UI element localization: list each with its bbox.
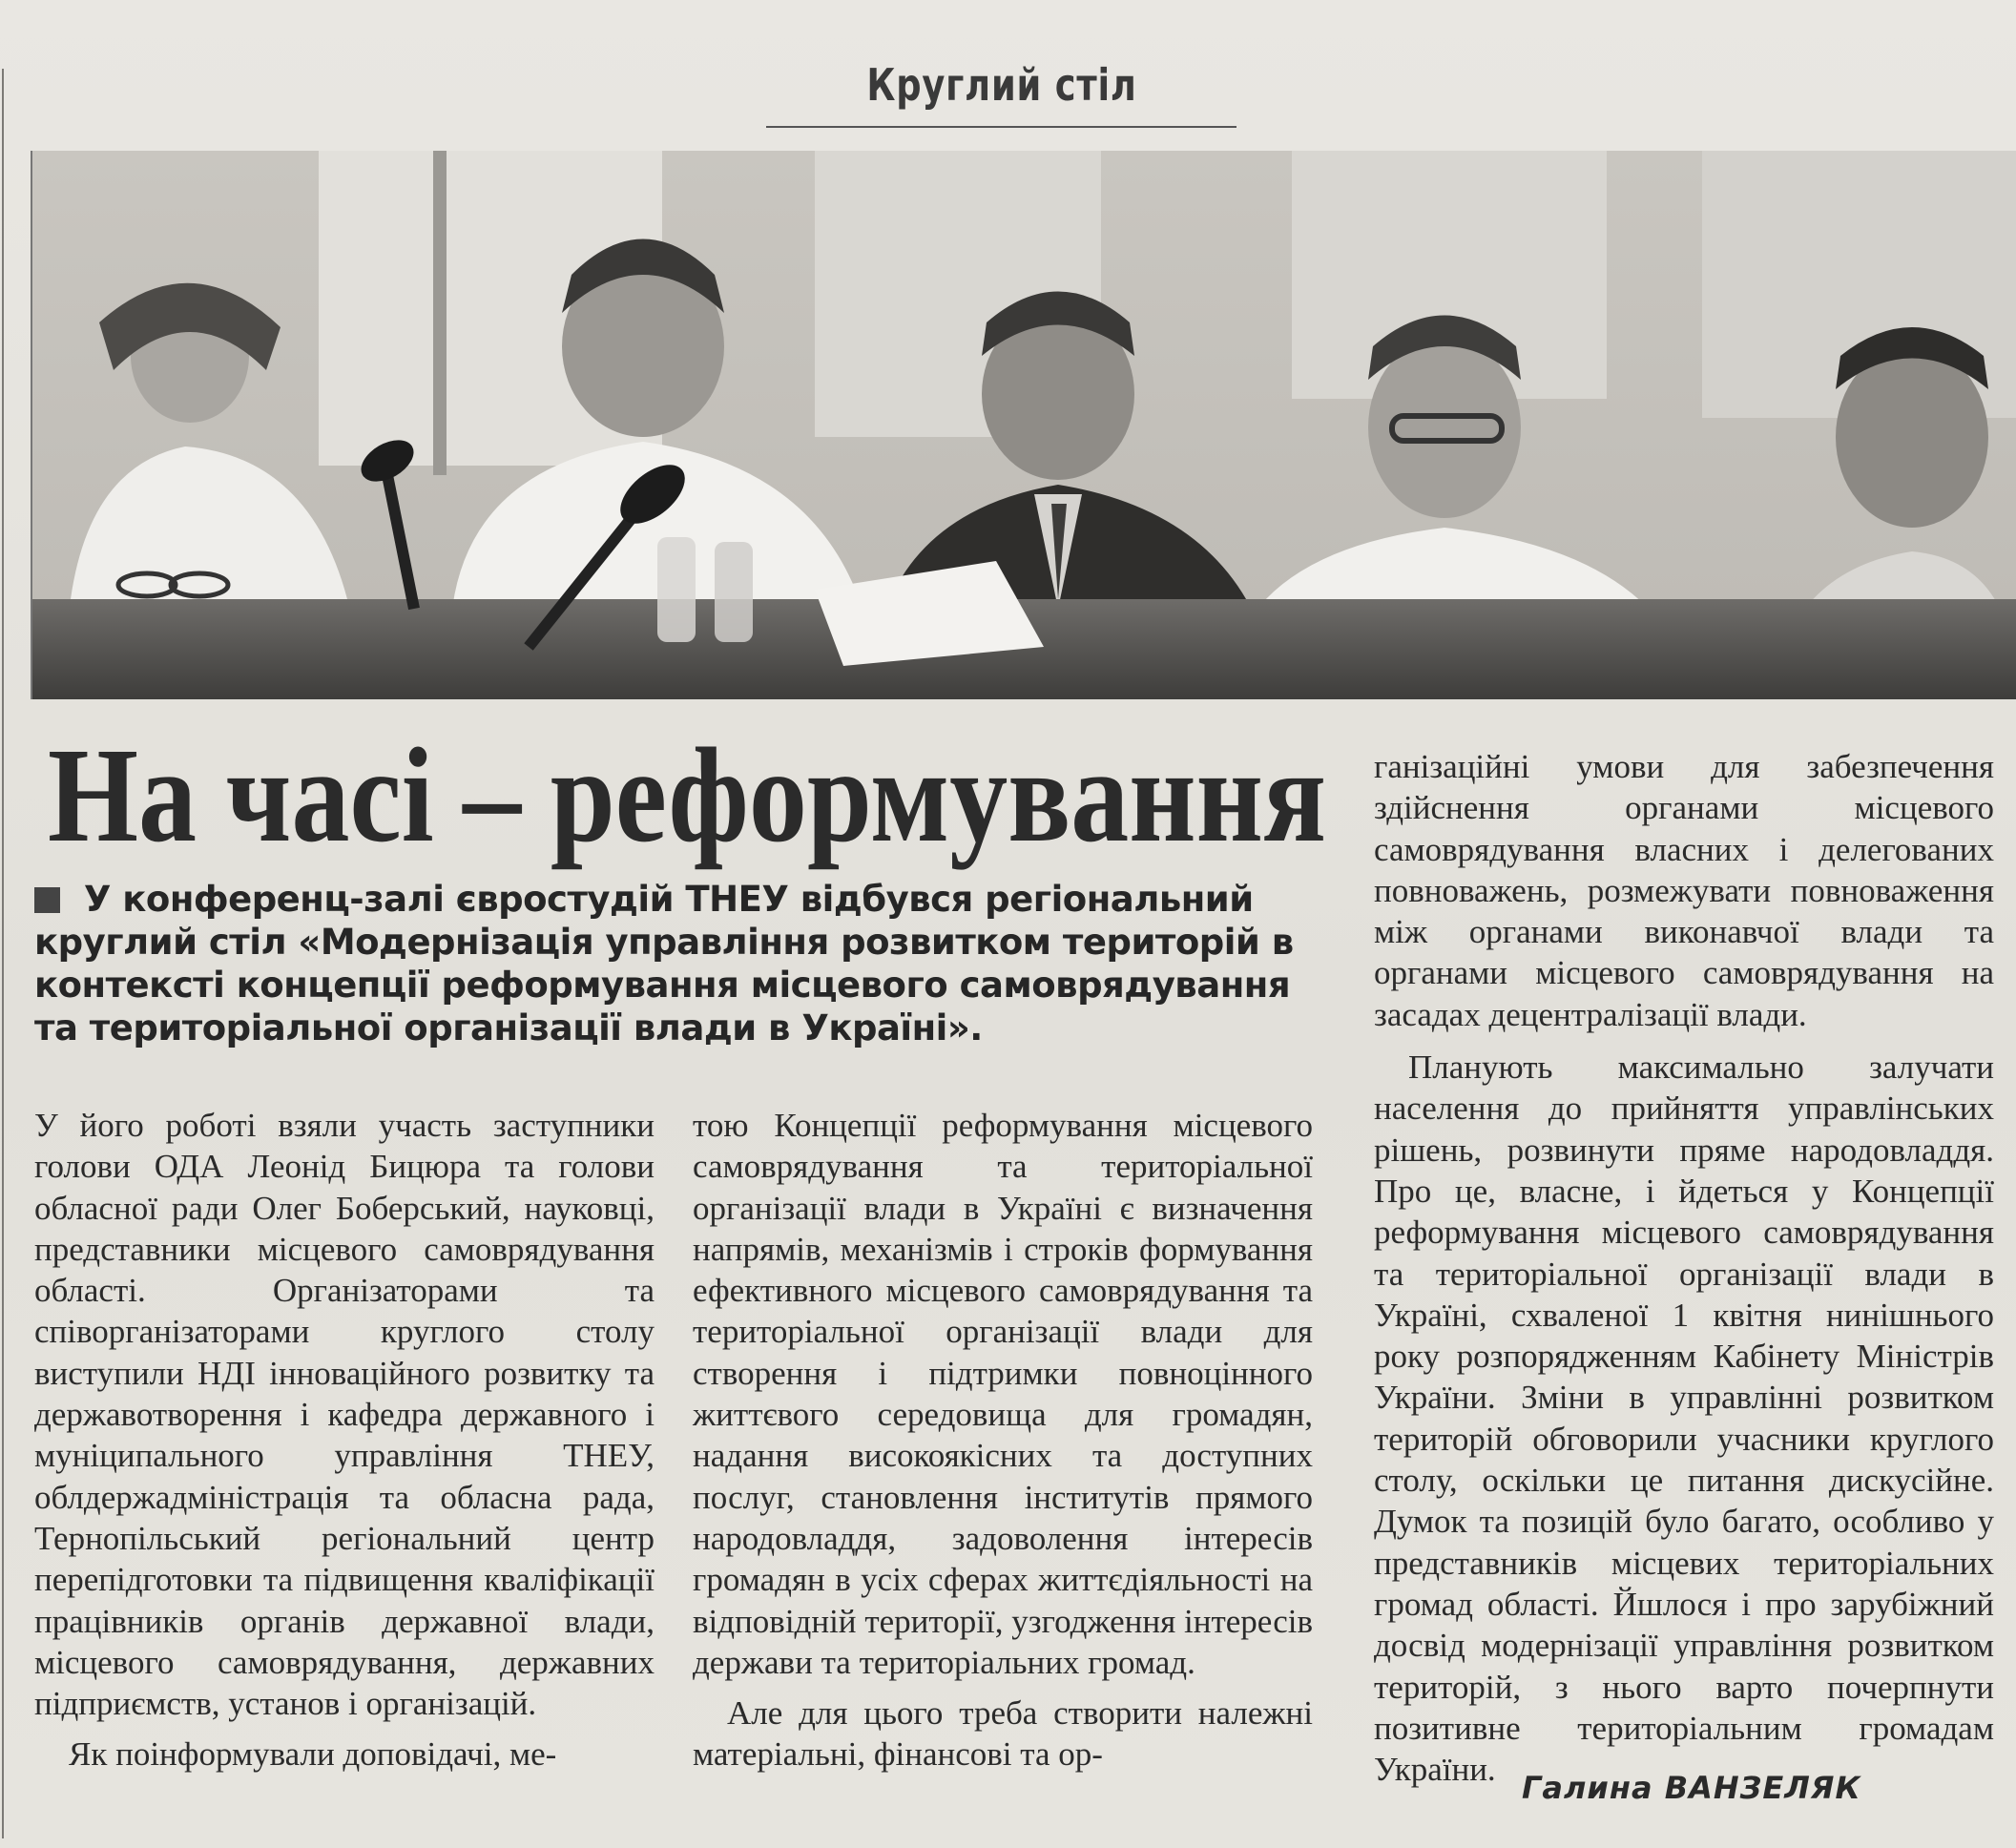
author-byline: Галина ВАНЗЕЛЯК [1522, 1770, 1861, 1806]
lead-paragraph [34, 878, 1332, 1049]
column-2-paragraph-1: тою Концепції реформування місцевого самоврядування та територіальної організації влади в Україні є визначення напрямів, механізмів і строків формування ефективного місцевого самоврядування та територіальної організації влади для створення і підтримки повноцінного життєвого середовища для громадян, надання високоякісних та доступних послуг, становлення інститутів прямого народовладдя, задоволення інтересів громадян в усіх сферах життєдіяльності на відповідній території, узгодження інтересів держави та територіальних громад. [693, 1107, 1313, 1681]
rubric-underline [766, 126, 1237, 128]
article-column-2 [693, 1105, 1313, 1775]
column-1-paragraph-2: Як поінформували доповідачі, ме- [69, 1735, 557, 1774]
column-2-paragraph-2: Але для цього треба створити належні матеріальні, фінансові та ор- [693, 1694, 1313, 1774]
column-1-paragraph-1: У його роботі взяли участь заступники голови ОДА Леонід Бицюра та голови обласної ради Олег Боберський, науковці, представники місцевого самоврядування області. Організаторами та співорганізаторами круглого столу виступили НДІ інноваційного розвитку та державотворення і кафедра державного і муніципального управління ТНЕУ, облдержадміністрація та обласна рада, Тернопільський регіональний центр перепідготовки та підвищення кваліфікації працівників органів державної влади, місцевого самоврядування, державних підприємств, установ і організацій. [34, 1107, 655, 1723]
article-column-3 [1374, 746, 1994, 1790]
headline: На часі – реформування [48, 719, 1327, 870]
page-edge-rule [2, 69, 4, 1838]
article-column-1 [34, 1105, 655, 1775]
lead-text: У конференц-залі євростудій ТНЕУ відбувся регіональний круглий стіл «Модернізація управління розвитком територій в контексті концепції реформування місцевого самоврядування та територіальної організації влади в Україні». [34, 879, 1294, 1049]
column-3-paragraph-2: Планують максимально залучати населення до прийняття управлінських рішень, розвинути пряме народовладдя. Про це, власне, і йдеться у Концепції реформування місцевого самоврядування та територіальної організації влади в Україні, схваленої 1 квітня нинішнього року розпорядженням Кабінету Міністрів України. Зміни в управлінні розвитком територій обговорили учасники круглого столу, оскільки це питання дискусійне. Думок та позицій було багато, особливо у представників місцевих територіальних громад області. Йшлося і про зарубіжний досвід модернізації управління розвитком територій, з нього варто почерпнути позитивне територіальним громадам України. [1374, 1049, 1994, 1789]
column-3-paragraph-1: ганізаційні умови для забезпечення здійснення органами місцевого самоврядування власних і делегованих повноважень, розмежувати повноваження між органами виконавчої влади та органами місцевого самоврядування на засадах децентралізації влади. [1374, 748, 1994, 1033]
section-rubric: Круглий стіл [866, 59, 1137, 111]
lead-square-marker [34, 887, 60, 913]
photo-illustration [32, 151, 2016, 699]
round-table-photo [31, 151, 2016, 699]
